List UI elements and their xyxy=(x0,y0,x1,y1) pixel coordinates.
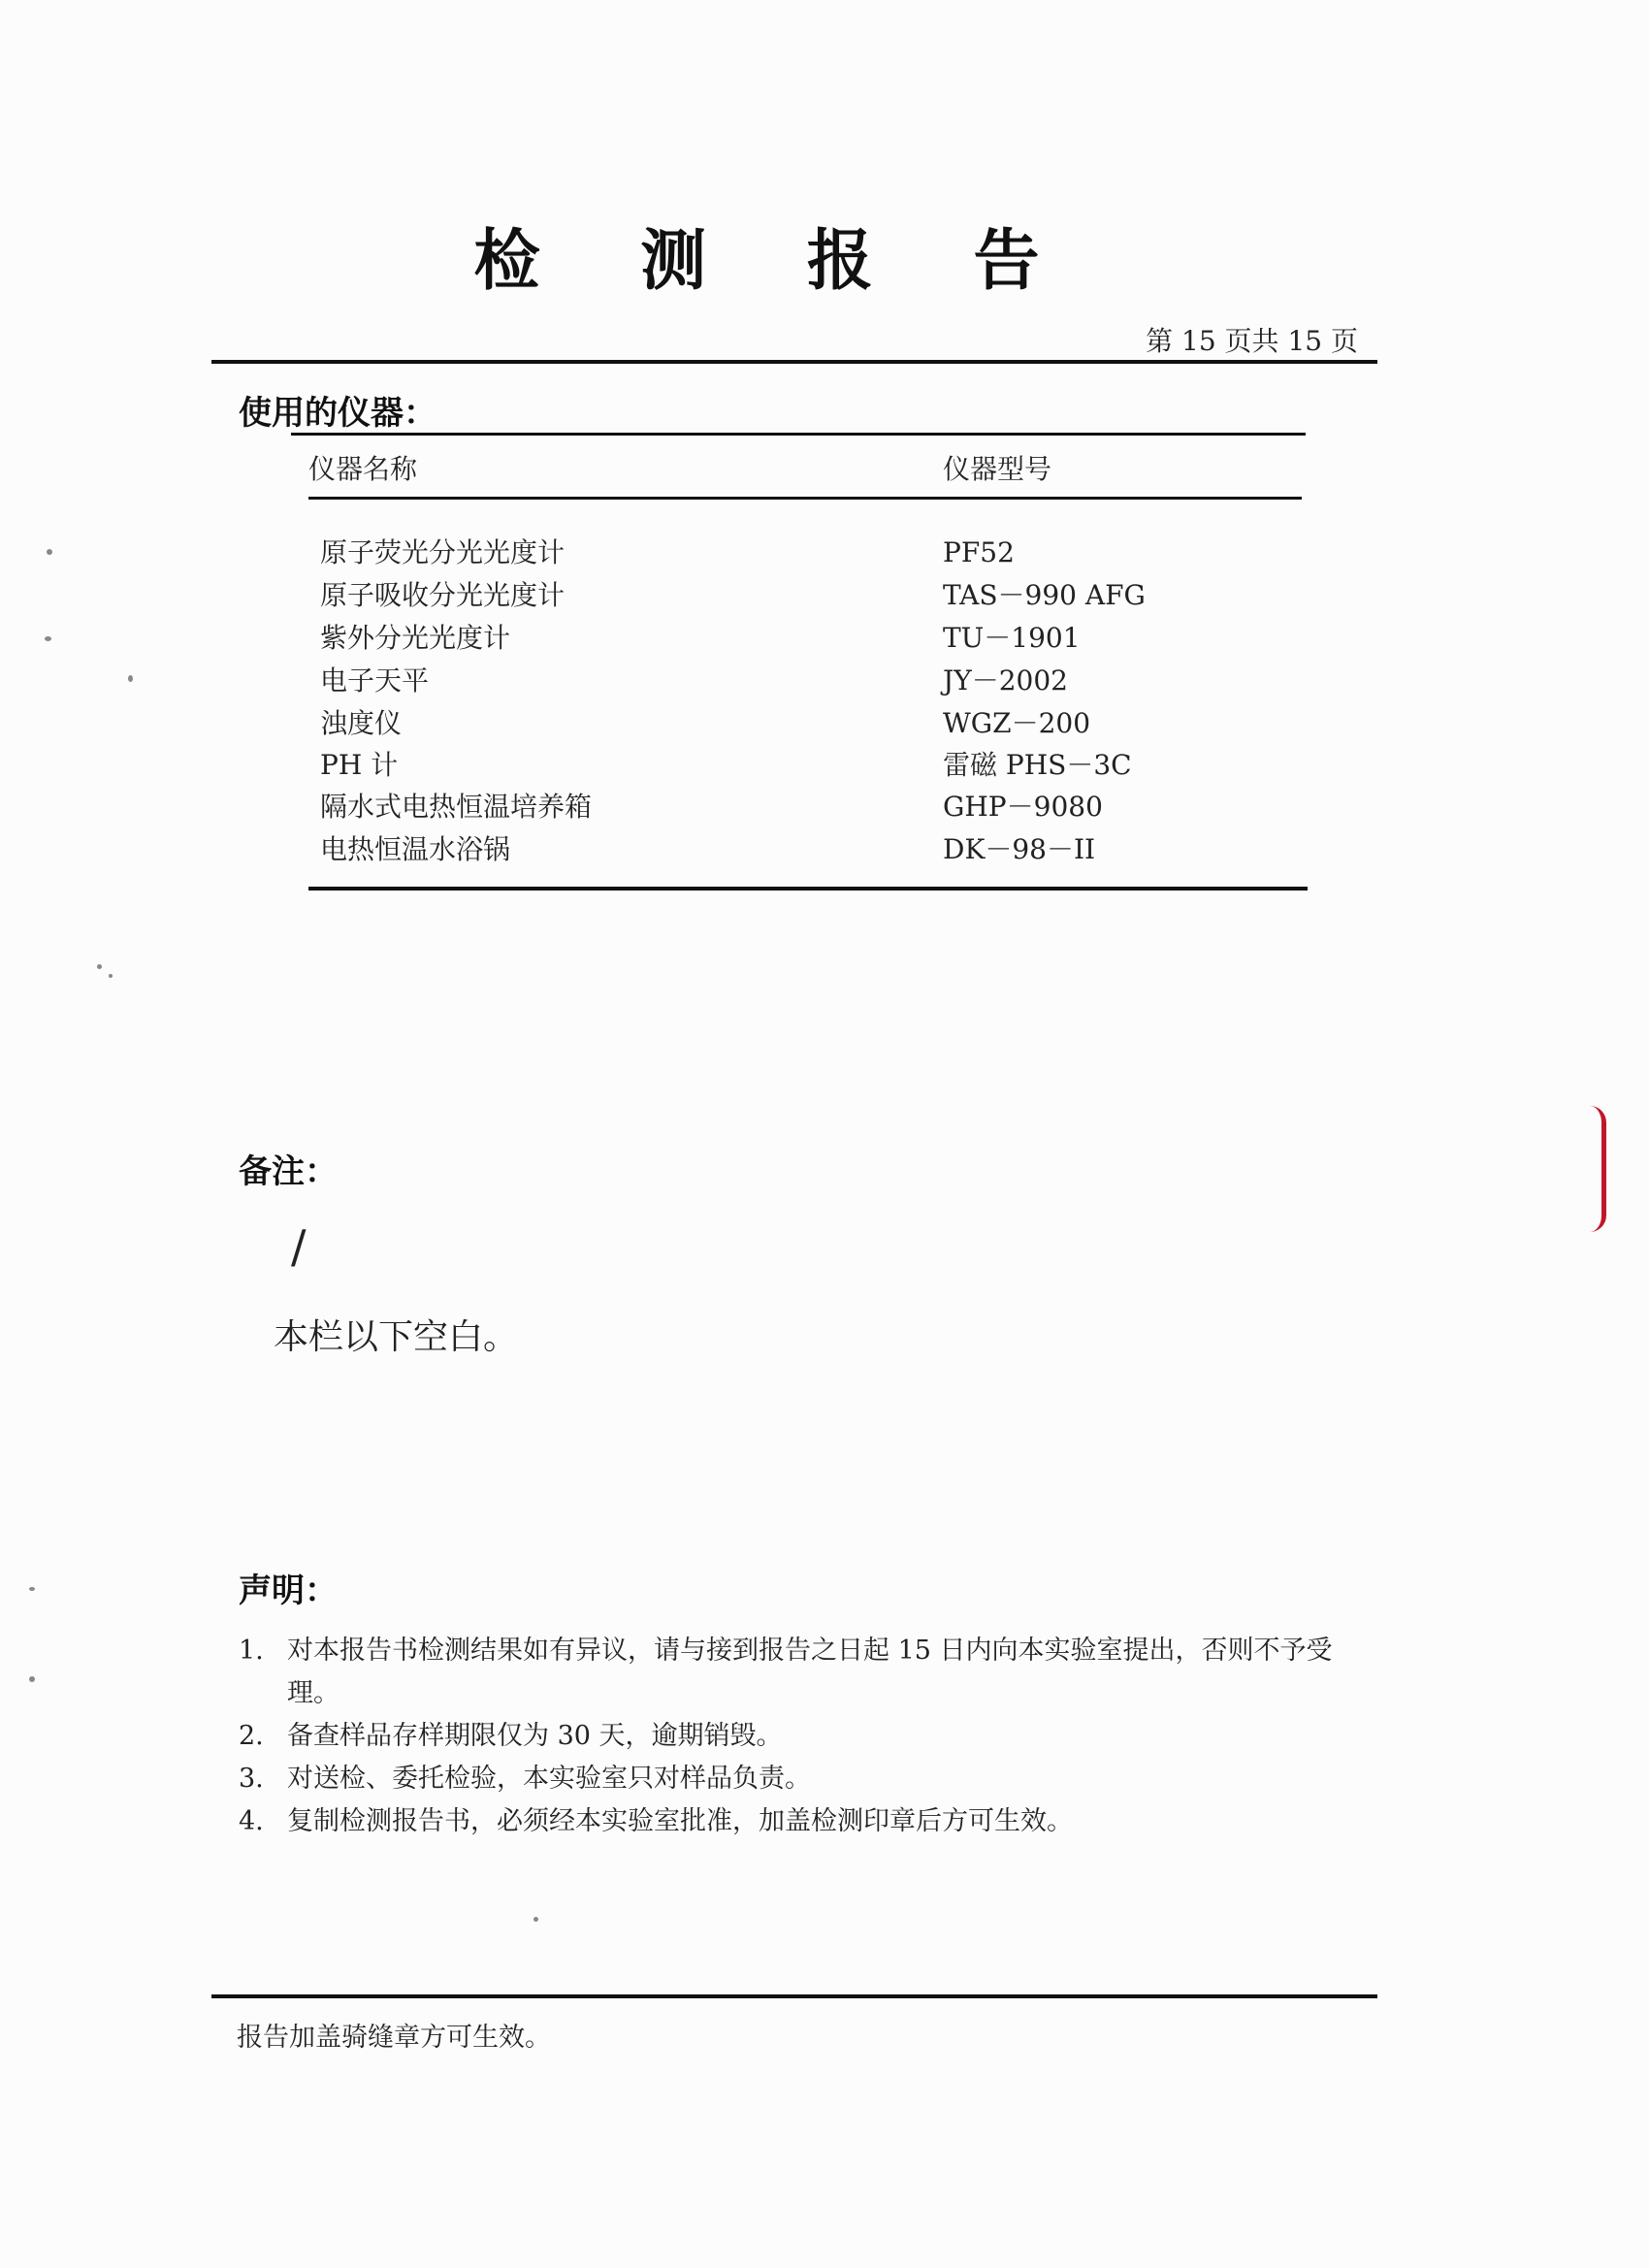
list-item xyxy=(239,1800,1364,1843)
declaration-list xyxy=(239,1630,1364,1843)
remarks-slash: / xyxy=(291,1220,307,1273)
scan-speck xyxy=(128,675,133,682)
header-rule xyxy=(211,360,1377,364)
list-number: 3. xyxy=(239,1764,264,1794)
scan-speck xyxy=(45,636,51,641)
instrument-name: 原子荧光分光光度计 xyxy=(320,536,566,568)
instrument-model: GHP－9080 xyxy=(943,791,1103,823)
instrument-name: PH 计 xyxy=(320,749,399,781)
page-indicator: 第 15 页共 15 页 xyxy=(1146,325,1358,357)
instrument-name: 隔水式电热恒温培养箱 xyxy=(320,791,593,823)
list-number: 1. xyxy=(239,1636,264,1666)
scan-speck xyxy=(97,964,102,969)
scan-speck xyxy=(29,1676,35,1682)
list-number: 2. xyxy=(239,1721,264,1751)
scan-speck xyxy=(109,974,113,978)
list-text: 备查样品存样期限仅为 30 天，逾期销毁。 xyxy=(287,1721,783,1751)
seam-stamp-edge xyxy=(1590,1106,1606,1232)
scan-speck xyxy=(29,1587,35,1591)
table-top-rule xyxy=(291,433,1306,436)
scan-speck xyxy=(47,549,52,555)
list-text: 对送检、委托检验，本实验室只对样品负责。 xyxy=(287,1764,811,1794)
remarks-heading: 备注： xyxy=(239,1152,338,1191)
report-title: 检 测 报 告 xyxy=(473,222,1079,300)
instrument-model: TU－1901 xyxy=(943,622,1081,654)
list-item xyxy=(239,1630,1364,1715)
instrument-name: 紫外分光光度计 xyxy=(320,622,511,654)
table-header-rule xyxy=(308,497,1302,500)
blank-below-note: 本栏以下空白。 xyxy=(274,1317,519,1357)
table-bottom-rule xyxy=(308,887,1308,891)
instrument-model: 雷磁 PHS－3C xyxy=(943,749,1132,781)
list-number: 4. xyxy=(239,1806,264,1836)
footer-rule xyxy=(211,1994,1377,1998)
column-header-model: 仪器型号 xyxy=(943,453,1052,485)
list-item xyxy=(239,1758,1364,1800)
list-text: 对本报告书检测结果如有异议，请与接到报告之日起 15 日内向本实验室提出，否则不予受理。 xyxy=(287,1636,1333,1708)
instruments-heading: 使用的仪器： xyxy=(239,394,436,433)
instrument-name: 电子天平 xyxy=(320,664,430,697)
declaration-heading: 声明： xyxy=(239,1571,338,1610)
instrument-name: 电热恒温水浴锅 xyxy=(320,833,511,865)
instrument-model: JY－2002 xyxy=(943,664,1068,697)
instrument-model: WGZ－200 xyxy=(943,707,1091,739)
column-header-name: 仪器名称 xyxy=(308,453,418,485)
instrument-name: 原子吸收分光光度计 xyxy=(320,579,566,611)
list-item xyxy=(239,1715,1364,1758)
scan-speck xyxy=(534,1917,538,1922)
footer-note: 报告加盖骑缝章方可生效。 xyxy=(237,2023,551,2053)
instrument-model: PF52 xyxy=(943,536,1015,568)
list-text: 复制检测报告书，必须经本实验室批准，加盖检测印章后方可生效。 xyxy=(287,1806,1073,1836)
instrument-model: DK－98－II xyxy=(943,833,1096,865)
instrument-name: 浊度仪 xyxy=(320,707,403,739)
instrument-model: TAS－990 AFG xyxy=(943,579,1146,611)
